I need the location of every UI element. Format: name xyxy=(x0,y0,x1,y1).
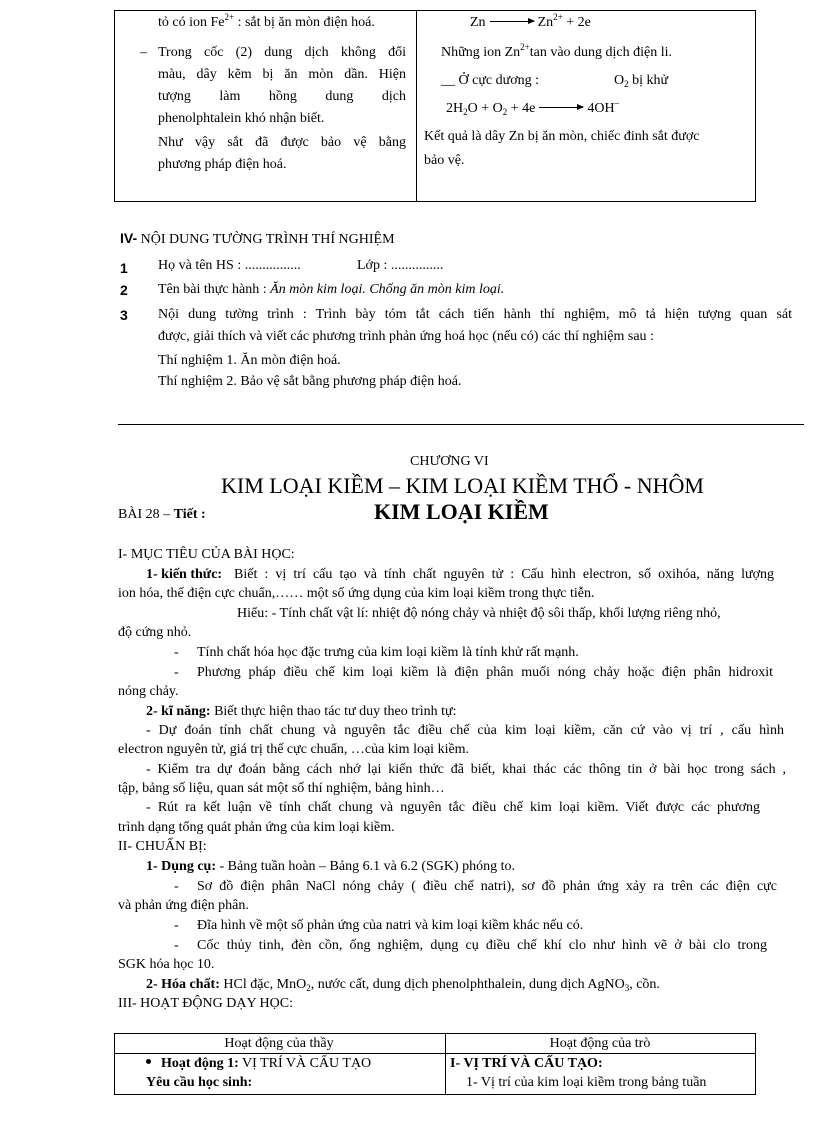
left-col-dash: – xyxy=(140,45,147,60)
item-number: 3 xyxy=(120,307,128,323)
section-4-heading: IV- NỘI DUNG TƯỜNG TRÌNH THÍ NGHIỆM xyxy=(120,230,395,247)
lesson-title: KIM LOẠI KIỀM xyxy=(374,499,549,524)
lesson-number: BÀI 28 – Tiết : xyxy=(118,507,206,522)
chapter-title: KIM LOẠI KIỀM – KIM LOẠI KIỀM THỔ - NHÔM xyxy=(221,473,704,498)
student-name-field: Họ và tên HS : ................ xyxy=(158,258,301,273)
report-content-line-2: được, giải thích và viết các phương trình phản ứng hoá học (nếu có) các thí nghiệm sau : xyxy=(158,329,654,344)
left-col-line-3: màu, dây kẽm bị ăn mòn dần. Hiện xyxy=(158,67,406,82)
skills-line-6: - Rút ra kết luận về tính chất chung và nguyên tắc điều chế kim loại kiềm. Viết được các phương xyxy=(146,800,760,815)
reaction-arrow-icon xyxy=(490,21,534,22)
table-column-divider xyxy=(416,11,417,201)
knowledge-line-1: 1- kiến thức: xyxy=(146,567,223,582)
skills-line-1: 2- kĩ năng: Biết thực hiện thao tác tư duy theo trình tự: xyxy=(146,704,457,719)
lab-title-line: Tên bài thực hành : Ăn mòn kim loại. Chống ăn mòn kim loại. xyxy=(158,282,505,297)
tools-line-5: Cốc thủy tinh, đèn cồn, ống nghiệm, dụng cụ điều chế khí clo như hình vẽ ở bài clo trong xyxy=(197,938,767,953)
chapter-label: CHƯƠNG VI xyxy=(410,454,489,469)
skills-line-2: - Dự đoán tính chất chung và nguyên tắc điều chế của kim loại kiềm, căn cứ vào vị trí , cấu hình xyxy=(146,723,784,738)
class-field: Lớp : ............... xyxy=(357,258,444,273)
knowledge-line-4: độ cứng nhỏ. xyxy=(118,625,192,640)
left-col-line-5: phenolphtalein khó nhận biết. xyxy=(158,111,325,126)
left-col-line-4: tượng làm hồng dung dịch xyxy=(158,89,406,104)
left-col-line-1: tỏ có ion $Fe^{2+}$ : sắt bị ăn mòn điện hoá. xyxy=(158,12,375,30)
teacher-column-header: Hoạt động của thầy xyxy=(224,1036,334,1051)
tools-line-6: SGK hóa học 10. xyxy=(118,957,215,972)
left-col-line-2: Trong cốc (2) dung dịch không đổi xyxy=(158,45,406,60)
student-line-1: 1- Vị trí của kim loại kiềm trong bảng tuần xyxy=(466,1075,707,1090)
activity-1-requirement: Yêu cầu học sinh: xyxy=(146,1075,253,1090)
report-content-line-1: Nội dung tường trình : Trình bày tóm tắt cách tiến hành thí nghiệm, mô tả hiện tượng quan sát xyxy=(158,307,792,322)
item-number: 2 xyxy=(120,282,128,298)
left-col-line-6: Như vậy sắt đã được bảo vệ bằng xyxy=(158,135,406,150)
right-col-line-5: Kết quả là dây Zn bị ăn mòn, chiếc đinh sắt được xyxy=(424,129,700,144)
cathode-o2: $O_2$ bị khử xyxy=(614,73,669,89)
knowledge-line-7: nóng chảy. xyxy=(118,684,179,699)
reaction-arrow-icon xyxy=(539,107,583,108)
bullet-dash: - xyxy=(174,918,179,933)
prep-heading: II- CHUẨN BỊ: xyxy=(118,839,207,854)
tools-line-2: Sơ đồ điện phân NaCl nóng chảy ( điều chế natri), sơ đồ phản ứng xảy ra trên các điện cực xyxy=(197,879,777,894)
anode-equation: Zn $Zn^{2+} + 2e$ xyxy=(470,12,591,30)
knowledge-line-6: Phương pháp điều chế kim loại kiềm là điện phân muối nóng chảy hoặc điện phân hidroxit xyxy=(197,665,773,680)
activity-1-title: Hoạt động 1: VỊ TRÍ VÀ CẤU TẠO xyxy=(146,1055,371,1073)
item-number: 1 xyxy=(120,260,128,276)
right-col-line-6: bảo vệ. xyxy=(424,153,465,168)
tools-line-1: 1- Dụng cụ: - Bảng tuần hoàn – Bảng 6.1 và 6.2 (SGK) phóng to. xyxy=(146,859,516,874)
cathode-equation: $2H_2O + O_2 + 4e$ 4OH– xyxy=(446,98,620,117)
knowledge-line-1-text: Biết : vị trí cấu tạo và tính chất nguyên tử : Cấu hình electron, số oxihóa, năng lượng xyxy=(234,567,774,582)
student-section-heading: I- VỊ TRÍ VÀ CẤU TẠO: xyxy=(450,1056,603,1071)
student-column-header: Hoạt động của trò xyxy=(549,1036,651,1051)
experiment-1: Thí nghiệm 1. Ăn mòn điện hoá. xyxy=(158,353,341,368)
skills-line-5: tập, bảng số liệu, quan sát một số thí nghiệm, bảng hình… xyxy=(118,781,445,796)
bullet-dash: - xyxy=(174,879,179,894)
chemicals-line: 2- Hóa chất: HCl đặc, MnO$_2$, nước cất, dung dịch phenolphthalein, dung dịch AgNO$_3$, cồn. xyxy=(146,977,660,993)
bullet-dash: - xyxy=(174,938,179,953)
knowledge-line-2: ion hóa, thế điện cực chuẩn,…… một số ứng dụng của kim loại kiềm trong thực tiễn. xyxy=(118,586,595,601)
left-col-line-7: phương pháp điện hoá. xyxy=(158,157,287,172)
objectives-heading: I- MỤC TIÊU CỦA BÀI HỌC: xyxy=(118,547,295,562)
skills-line-7: trình dạng tổng quát phản ứng của kim loại kiềm. xyxy=(118,820,395,835)
activities-heading: III- HOẠT ĐỘNG DẠY HỌC: xyxy=(118,996,293,1011)
bullet-icon xyxy=(146,1059,151,1064)
knowledge-line-3: Hiểu: - Tính chất vật lí: nhiệt độ nóng chảy và nhiệt độ sôi thấp, khối lượng riêng nhỏ, xyxy=(237,606,721,621)
bullet-dash: - xyxy=(174,645,179,660)
table-header-divider xyxy=(115,1053,755,1054)
tools-line-4: Đĩa hình về một số phản ứng của natri và kim loại kiềm khác nếu có. xyxy=(197,918,584,933)
cathode-label: __ Ở cực dương : xyxy=(441,73,540,88)
knowledge-line-5: Tính chất hóa học đặc trưng của kim loại kiềm là tính khử rất mạnh. xyxy=(197,645,579,660)
experiment-2: Thí nghiệm 2. Bảo vệ sắt bằng phương pháp điện hoá. xyxy=(158,374,462,389)
right-col-line-2: Những ion $Zn^{2+}\tan$ vào dung dịch điện li. xyxy=(441,42,673,60)
tools-line-3: và phản ứng điện phân. xyxy=(118,898,249,913)
section-divider xyxy=(118,424,804,425)
skills-line-4: - Kiểm tra dự đoán bằng cách nhớ lại kiến thức đã biết, khai thác các thông tin ở bài học trong sách , xyxy=(146,762,786,777)
skills-line-3: electron nguyên tử, giá trị thế cực chuẩn, …của kim loại kiềm. xyxy=(118,742,470,757)
bullet-dash: - xyxy=(174,665,179,680)
